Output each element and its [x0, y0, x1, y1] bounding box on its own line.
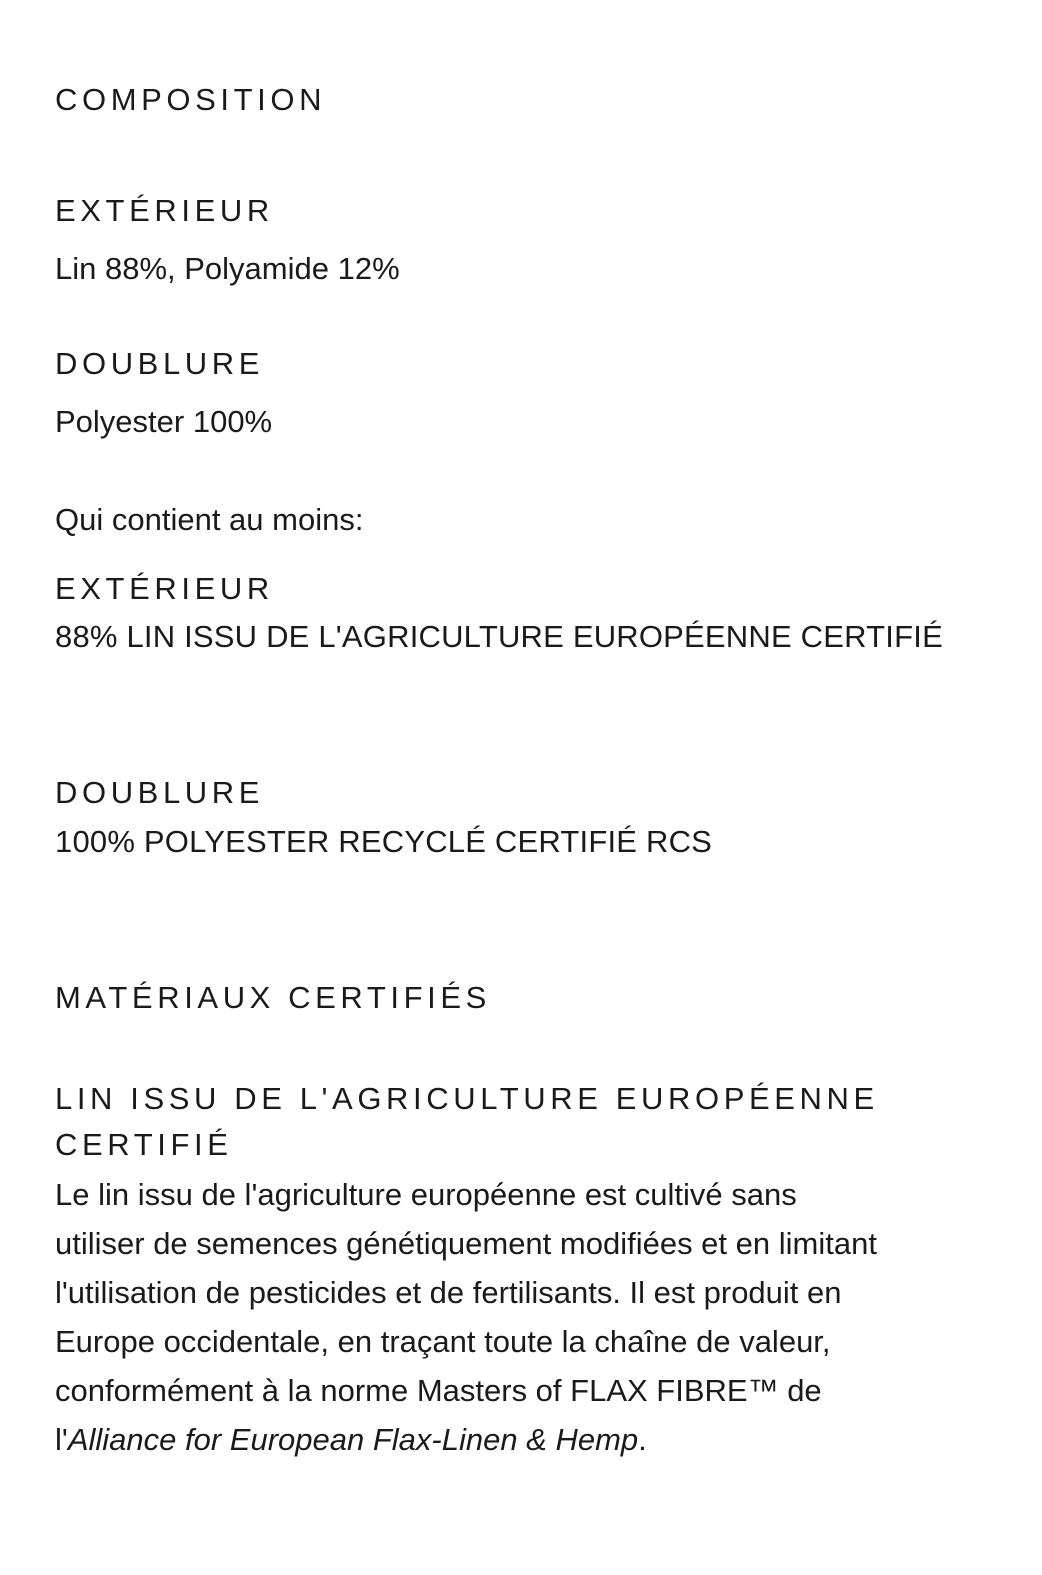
contains-lining-label: DOUBLURE [55, 775, 265, 810]
description-line: Le lin issu de l'agriculture européenne est cultivé sans [55, 1177, 797, 1212]
lining-label: DOUBLURE [55, 346, 265, 381]
outer-value: Lin 88%, Polyamide 12% [55, 251, 400, 286]
contains-label: Qui contient au moins: [55, 502, 364, 537]
alliance-name: Alliance for European Flax-Linen & Hemp [67, 1422, 639, 1457]
description-line: conformément à la norme Masters of FLAX FIBRE™ de [55, 1373, 822, 1408]
description-line: l'utilisation de pesticides et de fertilisants. Il est produit en [55, 1275, 842, 1310]
contains-outer-label: EXTÉRIEUR [55, 571, 274, 606]
composition-title: COMPOSITION [55, 82, 327, 117]
material-description [55, 1170, 877, 1464]
contains-lining-value: 100% POLYESTER RECYCLÉ CERTIFIÉ RCS [55, 824, 713, 859]
description-line: Europe occidentale, en traçant toute la chaîne de valeur, [55, 1324, 831, 1359]
outer-label: EXTÉRIEUR [55, 193, 274, 228]
certified-materials-title: MATÉRIAUX CERTIFIÉS [55, 980, 491, 1015]
description-line: utiliser de semences génétiquement modifiées et en limitant [55, 1226, 877, 1261]
contains-outer-value: 88% LIN ISSU DE L'AGRICULTURE EUROPÉENNE CERTIFIÉ [55, 619, 943, 654]
description-prefix: l' [55, 1422, 68, 1457]
lining-value: Polyester 100% [55, 404, 273, 439]
material-title-line-2: CERTIFIÉ [55, 1127, 233, 1162]
description-last-line [55, 1415, 877, 1464]
description-suffix: . [638, 1422, 647, 1457]
material-title-line-1: LIN ISSU DE L'AGRICULTURE EUROPÉENNE [55, 1081, 879, 1116]
